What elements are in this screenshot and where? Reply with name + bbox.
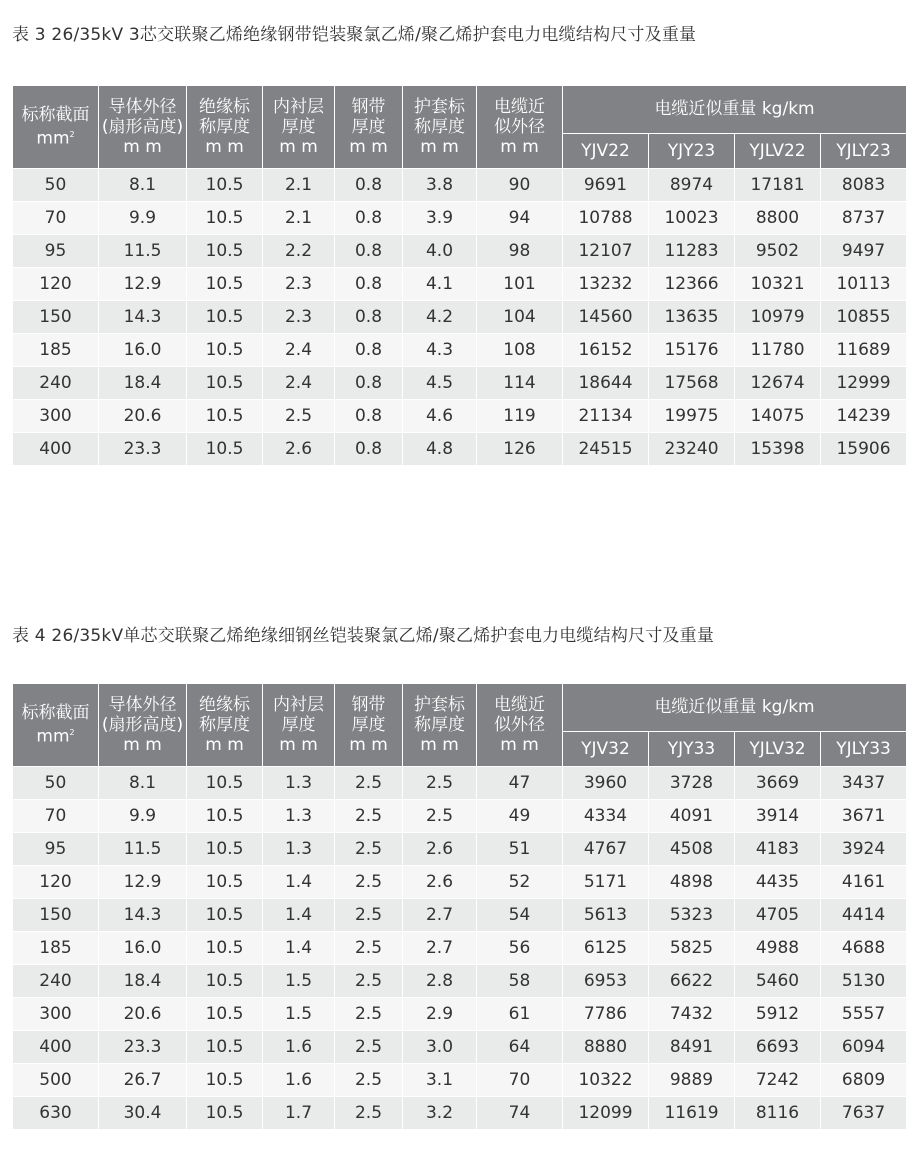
table-row	[13, 235, 907, 268]
table-cell: 119	[477, 400, 563, 433]
table-cell: 18644	[563, 367, 649, 400]
header-weight-type: YJY23	[649, 133, 735, 168]
table-row	[13, 998, 907, 1031]
table-cell: 2.5	[335, 866, 403, 899]
table-row	[13, 334, 907, 367]
table-cell: 2.7	[403, 899, 477, 932]
table-cell: 1.4	[263, 899, 335, 932]
table-cell: 1.5	[263, 965, 335, 998]
table-cell: 2.5	[335, 1064, 403, 1097]
table-cell: 4508	[649, 833, 735, 866]
header-cable-diameter: 电缆近 似外径 m m	[477, 684, 563, 767]
table-cell: 12.9	[99, 866, 187, 899]
table-cell: 19975	[649, 400, 735, 433]
table-cell: 5912	[735, 998, 821, 1031]
table-cell: 0.8	[335, 235, 403, 268]
table-cell: 4.3	[403, 334, 477, 367]
table-cell: 20.6	[99, 400, 187, 433]
table-row	[13, 965, 907, 998]
table-cell: 0.8	[335, 367, 403, 400]
table-cell: 16.0	[99, 932, 187, 965]
table-cell: 2.4	[263, 367, 335, 400]
table-cell: 4091	[649, 800, 735, 833]
table-cell: 8491	[649, 1031, 735, 1064]
table-cell: 2.6	[263, 433, 335, 466]
table-cell: 8737	[821, 202, 907, 235]
table-cell: 61	[477, 998, 563, 1031]
table-cell: 18.4	[99, 965, 187, 998]
table-cell: 20.6	[99, 998, 187, 1031]
table-cell: 5323	[649, 899, 735, 932]
table-cell: 10023	[649, 202, 735, 235]
table-cell: 98	[477, 235, 563, 268]
table-row	[13, 932, 907, 965]
table-cell: 56	[477, 932, 563, 965]
header-nominal-area: 标称截面 $mm^2$	[13, 86, 99, 169]
table-cell: 5171	[563, 866, 649, 899]
header-insulation-thickness: 绝缘标 称厚度 m m	[187, 684, 263, 767]
table-cell: 3.9	[403, 202, 477, 235]
table-cell: 13635	[649, 301, 735, 334]
header-inner-lining-thickness: 内衬层 厚度 m m	[263, 684, 335, 767]
header-cable-diameter: 电缆近 似外径 m m	[477, 86, 563, 169]
table-cell: 14560	[563, 301, 649, 334]
table-cell: 2.5	[335, 932, 403, 965]
table-cell: 1.4	[263, 866, 335, 899]
table-cell: 4.8	[403, 433, 477, 466]
table-cell: 4.2	[403, 301, 477, 334]
table-cell: 2.5	[335, 1097, 403, 1130]
table-cell: 4898	[649, 866, 735, 899]
table-cell: 11689	[821, 334, 907, 367]
table-row	[13, 268, 907, 301]
table-cell: 0.8	[335, 301, 403, 334]
table4	[12, 683, 907, 1130]
header-nominal-area: 标称截面 $mm^2$	[13, 684, 99, 767]
table-cell: 4161	[821, 866, 907, 899]
table-cell: 90	[477, 169, 563, 202]
table-cell: 51	[477, 833, 563, 866]
table-cell: 10.5	[187, 301, 263, 334]
table-cell: 2.5	[403, 767, 477, 800]
table-row	[13, 833, 907, 866]
header-weight-type: YJV22	[563, 133, 649, 168]
table-cell: 11780	[735, 334, 821, 367]
table-cell: 26.7	[99, 1064, 187, 1097]
table-cell: 1.4	[263, 932, 335, 965]
table-cell: 5460	[735, 965, 821, 998]
table-cell: 3.8	[403, 169, 477, 202]
table-cell: 8.1	[99, 169, 187, 202]
table-cell: 2.5	[335, 767, 403, 800]
table-cell: 14239	[821, 400, 907, 433]
table-cell: 7242	[735, 1064, 821, 1097]
table-cell: 9.9	[99, 202, 187, 235]
table-cell: 2.5	[335, 965, 403, 998]
table-cell: 3.2	[403, 1097, 477, 1130]
table-cell: 2.5	[335, 800, 403, 833]
table-cell: 2.6	[403, 833, 477, 866]
table-cell: 9497	[821, 235, 907, 268]
table-cell: 108	[477, 334, 563, 367]
table-cell: 1.7	[263, 1097, 335, 1130]
table-cell: 10.5	[187, 1097, 263, 1130]
table-cell: 6125	[563, 932, 649, 965]
table-cell: 24515	[563, 433, 649, 466]
table-cell: 3924	[821, 833, 907, 866]
table-cell: 7786	[563, 998, 649, 1031]
table-cell: 4414	[821, 899, 907, 932]
table-cell: 2.5	[335, 1031, 403, 1064]
table-cell: 400	[13, 1031, 99, 1064]
table-cell: 12099	[563, 1097, 649, 1130]
table-cell: 6953	[563, 965, 649, 998]
table-cell: 120	[13, 268, 99, 301]
table-cell: 0.8	[335, 268, 403, 301]
table-row	[13, 301, 907, 334]
table-cell: 95	[13, 833, 99, 866]
table-cell: 50	[13, 767, 99, 800]
table-cell: 13232	[563, 268, 649, 301]
table-cell: 10322	[563, 1064, 649, 1097]
table-cell: 0.8	[335, 169, 403, 202]
table-cell: 2.8	[403, 965, 477, 998]
table-cell: 18.4	[99, 367, 187, 400]
table-cell: 0.8	[335, 433, 403, 466]
table-cell: 1.3	[263, 833, 335, 866]
table-cell: 2.1	[263, 169, 335, 202]
table-cell: 8116	[735, 1097, 821, 1130]
table-cell: 11619	[649, 1097, 735, 1130]
table-cell: 14.3	[99, 899, 187, 932]
table-cell: 12674	[735, 367, 821, 400]
header-weight-type: YJLV32	[735, 731, 821, 766]
table-cell: 10.5	[187, 169, 263, 202]
table-cell: 185	[13, 932, 99, 965]
table-cell: 70	[477, 1064, 563, 1097]
header-conductor-diameter: 导体外径 (扇形高度) m m	[99, 86, 187, 169]
table-row	[13, 169, 907, 202]
table-cell: 300	[13, 400, 99, 433]
header-sheath-thickness: 护套标 称厚度 m m	[403, 86, 477, 169]
table-cell: 4183	[735, 833, 821, 866]
table3	[12, 85, 907, 466]
table-cell: 23.3	[99, 433, 187, 466]
table-cell: 2.7	[403, 932, 477, 965]
table-row	[13, 202, 907, 235]
table-cell: 17568	[649, 367, 735, 400]
table-cell: 7432	[649, 998, 735, 1031]
table-cell: 47	[477, 767, 563, 800]
table-cell: 10321	[735, 268, 821, 301]
table-cell: 10.5	[187, 268, 263, 301]
table-cell: 1.6	[263, 1031, 335, 1064]
table-cell: 240	[13, 367, 99, 400]
header-armor-thickness: 钢带 厚度 m m	[335, 86, 403, 169]
table-cell: 10788	[563, 202, 649, 235]
table-cell: 12366	[649, 268, 735, 301]
table-cell: 16.0	[99, 334, 187, 367]
table-cell: 10113	[821, 268, 907, 301]
table-cell: 10.5	[187, 866, 263, 899]
table-cell: 2.4	[263, 334, 335, 367]
table-cell: 2.5	[263, 400, 335, 433]
table-cell: 1.3	[263, 800, 335, 833]
table-cell: 4767	[563, 833, 649, 866]
table-cell: 8974	[649, 169, 735, 202]
table-cell: 14075	[735, 400, 821, 433]
table-cell: 4688	[821, 932, 907, 965]
table-cell: 10855	[821, 301, 907, 334]
table-cell: 4.5	[403, 367, 477, 400]
table-cell: 101	[477, 268, 563, 301]
table-cell: 240	[13, 965, 99, 998]
table-cell: 5613	[563, 899, 649, 932]
table-cell: 10.5	[187, 932, 263, 965]
table-cell: 11.5	[99, 833, 187, 866]
table-cell: 10.5	[187, 400, 263, 433]
table-row	[13, 367, 907, 400]
table-cell: 10.5	[187, 433, 263, 466]
table-cell: 15398	[735, 433, 821, 466]
table-cell: 3914	[735, 800, 821, 833]
header-weight-type: YJLV22	[735, 133, 821, 168]
table-cell: 52	[477, 866, 563, 899]
table-cell: 8083	[821, 169, 907, 202]
table-cell: 15176	[649, 334, 735, 367]
table-cell: 2.3	[263, 301, 335, 334]
table-cell: 95	[13, 235, 99, 268]
table-cell: 50	[13, 169, 99, 202]
table-cell: 64	[477, 1031, 563, 1064]
table-cell: 8.1	[99, 767, 187, 800]
table-cell: 1.3	[263, 767, 335, 800]
table-row	[13, 400, 907, 433]
table-cell: 10.5	[187, 965, 263, 998]
table-cell: 185	[13, 334, 99, 367]
header-weight-type: YJY33	[649, 731, 735, 766]
table-cell: 3960	[563, 767, 649, 800]
table-cell: 21134	[563, 400, 649, 433]
table-cell: 10.5	[187, 1031, 263, 1064]
table-cell: 4705	[735, 899, 821, 932]
table-cell: 3.1	[403, 1064, 477, 1097]
table-row	[13, 1097, 907, 1130]
table-cell: 10.5	[187, 998, 263, 1031]
table-cell: 2.5	[335, 833, 403, 866]
table-cell: 12.9	[99, 268, 187, 301]
table-cell: 12107	[563, 235, 649, 268]
table-cell: 3437	[821, 767, 907, 800]
table-cell: 4334	[563, 800, 649, 833]
table-cell: 0.8	[335, 202, 403, 235]
table-cell: 10.5	[187, 800, 263, 833]
table-cell: 120	[13, 866, 99, 899]
table-cell: 6094	[821, 1031, 907, 1064]
table-cell: 10.5	[187, 367, 263, 400]
table-cell: 1.6	[263, 1064, 335, 1097]
header-weight-type: YJV32	[563, 731, 649, 766]
table-cell: 5825	[649, 932, 735, 965]
table-cell: 10.5	[187, 334, 263, 367]
table-cell: 126	[477, 433, 563, 466]
table-cell: 4.1	[403, 268, 477, 301]
table-cell: 3669	[735, 767, 821, 800]
table-cell: 6809	[821, 1064, 907, 1097]
table-cell: 2.5	[335, 998, 403, 1031]
table-row	[13, 866, 907, 899]
table-cell: 2.1	[263, 202, 335, 235]
header-approx-weight: 电缆近似重量 kg/km	[563, 86, 907, 134]
table-cell: 0.8	[335, 334, 403, 367]
table-cell: 9502	[735, 235, 821, 268]
table-cell: 12999	[821, 367, 907, 400]
table-cell: 4.0	[403, 235, 477, 268]
table4-caption: 表 4 26/35kV单芯交联聚乙烯绝缘细钢丝铠装聚氯乙烯/聚乙烯护套电力电缆结构尺寸及重量	[12, 626, 715, 646]
table-cell: 2.5	[403, 800, 477, 833]
table-cell: 9691	[563, 169, 649, 202]
table-cell: 6622	[649, 965, 735, 998]
table-cell: 23240	[649, 433, 735, 466]
table-cell: 4988	[735, 932, 821, 965]
table-cell: 5557	[821, 998, 907, 1031]
header-inner-lining-thickness: 内衬层 厚度 m m	[263, 86, 335, 169]
table-row	[13, 899, 907, 932]
table-cell: 8800	[735, 202, 821, 235]
table-cell: 10.5	[187, 1064, 263, 1097]
table-cell: 4435	[735, 866, 821, 899]
table-cell: 630	[13, 1097, 99, 1130]
table-cell: 1.5	[263, 998, 335, 1031]
table-cell: 3671	[821, 800, 907, 833]
header-sheath-thickness: 护套标 称厚度 m m	[403, 684, 477, 767]
table-row	[13, 800, 907, 833]
table-cell: 9889	[649, 1064, 735, 1097]
table-cell: 10.5	[187, 235, 263, 268]
table-cell: 104	[477, 301, 563, 334]
table-cell: 4.6	[403, 400, 477, 433]
table-cell: 94	[477, 202, 563, 235]
table-cell: 5130	[821, 965, 907, 998]
table-cell: 2.2	[263, 235, 335, 268]
table-cell: 6693	[735, 1031, 821, 1064]
table-cell: 23.3	[99, 1031, 187, 1064]
table-cell: 10.5	[187, 202, 263, 235]
table-cell: 16152	[563, 334, 649, 367]
table-cell: 74	[477, 1097, 563, 1130]
table-cell: 70	[13, 202, 99, 235]
table3-caption: 表 3 26/35kV 3芯交联聚乙烯绝缘钢带铠装聚氯乙烯/聚乙烯护套电力电缆结构尺寸及重量	[12, 25, 697, 45]
table-row	[13, 767, 907, 800]
table-cell: 2.9	[403, 998, 477, 1031]
table-cell: 30.4	[99, 1097, 187, 1130]
table-cell: 11.5	[99, 235, 187, 268]
table-cell: 114	[477, 367, 563, 400]
header-weight-type: YJLY33	[821, 731, 907, 766]
header-armor-thickness: 钢带 厚度 m m	[335, 684, 403, 767]
table-cell: 2.3	[263, 268, 335, 301]
header-weight-type: YJLY23	[821, 133, 907, 168]
table-cell: 15906	[821, 433, 907, 466]
table-cell: 11283	[649, 235, 735, 268]
table-cell: 0.8	[335, 400, 403, 433]
table-cell: 10979	[735, 301, 821, 334]
table-cell: 7637	[821, 1097, 907, 1130]
table-row	[13, 1031, 907, 1064]
table-cell: 150	[13, 899, 99, 932]
table-cell: 14.3	[99, 301, 187, 334]
table-cell: 10.5	[187, 899, 263, 932]
table-cell: 400	[13, 433, 99, 466]
header-conductor-diameter: 导体外径 (扇形高度) m m	[99, 684, 187, 767]
table-cell: 3.0	[403, 1031, 477, 1064]
table-cell: 300	[13, 998, 99, 1031]
table-cell: 3728	[649, 767, 735, 800]
table-cell: 8880	[563, 1031, 649, 1064]
table-cell: 10.5	[187, 833, 263, 866]
table-cell: 150	[13, 301, 99, 334]
table-cell: 58	[477, 965, 563, 998]
table-cell: 9.9	[99, 800, 187, 833]
header-approx-weight: 电缆近似重量 kg/km	[563, 684, 907, 732]
table-cell: 500	[13, 1064, 99, 1097]
table-row	[13, 1064, 907, 1097]
table-row	[13, 433, 907, 466]
table-cell: 49	[477, 800, 563, 833]
table-cell: 2.6	[403, 866, 477, 899]
table-cell: 2.5	[335, 899, 403, 932]
table-cell: 10.5	[187, 767, 263, 800]
table-cell: 54	[477, 899, 563, 932]
table-cell: 70	[13, 800, 99, 833]
header-insulation-thickness: 绝缘标 称厚度 m m	[187, 86, 263, 169]
table-cell: 17181	[735, 169, 821, 202]
